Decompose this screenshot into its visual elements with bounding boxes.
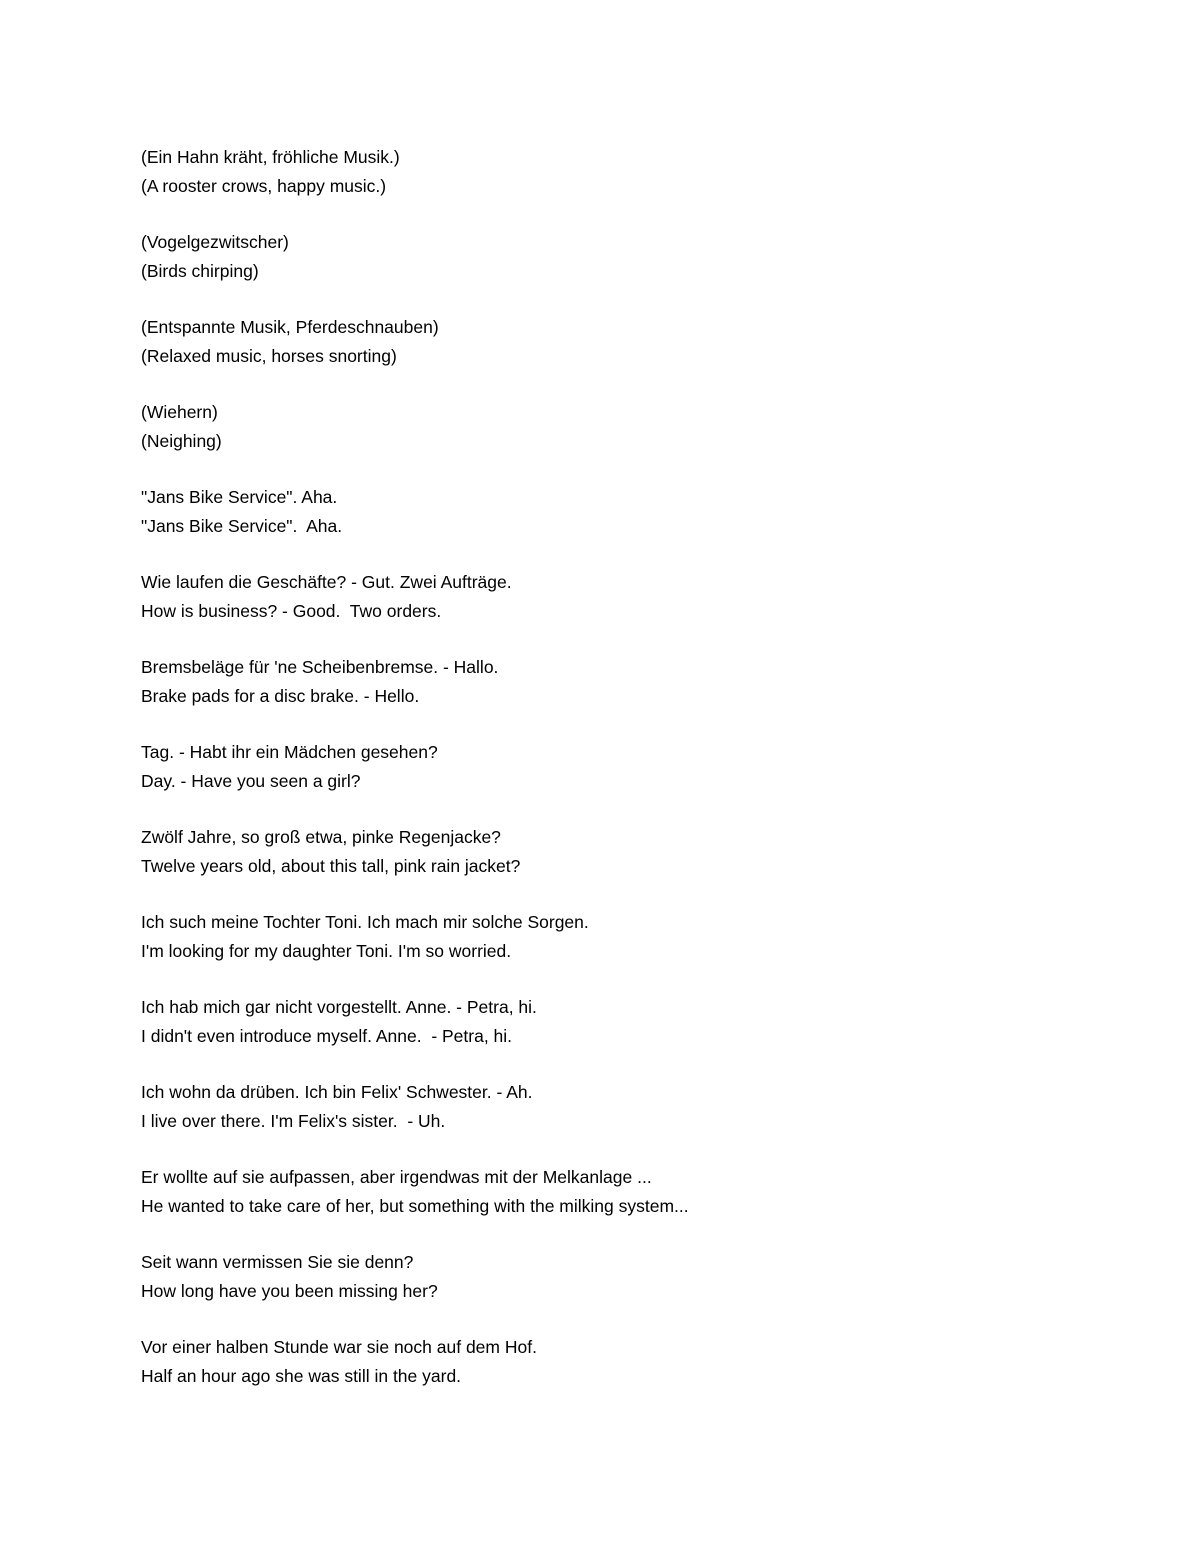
german-line: Wie laufen die Geschäfte? - Gut. Zwei Aufträge. <box>141 572 512 592</box>
german-line: (Vogelgezwitscher) <box>141 232 289 252</box>
english-line: I live over there. I'm Felix's sister. - Uh. <box>141 1110 446 1131</box>
subtitle-pair <box>141 483 1141 540</box>
subtitle-pair <box>141 398 1141 455</box>
german-line: "Jans Bike Service". Aha. <box>141 487 338 507</box>
subtitle-pair <box>141 1163 1141 1220</box>
german-line: Zwölf Jahre, so groß etwa, pinke Regenjacke? <box>141 827 501 847</box>
english-line: Twelve years old, about this tall, pink rain jacket? <box>141 855 521 876</box>
english-line: (A rooster crows, happy music.) <box>141 175 387 196</box>
subtitle-pair <box>141 143 1141 200</box>
subtitle-pair <box>141 993 1141 1050</box>
subtitle-pair <box>141 228 1141 285</box>
subtitle-pair <box>141 738 1141 795</box>
german-line: (Wiehern) <box>141 402 218 422</box>
subtitle-pair <box>141 908 1141 965</box>
german-line: Bremsbeläge für 'ne Scheibenbremse. - Hallo. <box>141 657 499 677</box>
transcript-body <box>141 143 1141 1418</box>
subtitle-pair <box>141 653 1141 710</box>
english-line: Day. - Have you seen a girl? <box>141 770 361 791</box>
german-line: Er wollte auf sie aufpassen, aber irgendwas mit der Melkanlage ... <box>141 1167 652 1187</box>
english-line: How is business? - Good. Two orders. <box>141 600 442 621</box>
english-line: Brake pads for a disc brake. - Hello. <box>141 685 420 706</box>
english-line: Half an hour ago she was still in the yard. <box>141 1365 462 1386</box>
english-line: He wanted to take care of her, but something with the milking system... <box>141 1195 689 1216</box>
subtitle-pair <box>141 1333 1141 1390</box>
english-line: "Jans Bike Service". Aha. <box>141 515 343 536</box>
english-line: (Relaxed music, horses snorting) <box>141 345 397 366</box>
english-line: I'm looking for my daughter Toni. I'm so worried. <box>141 940 512 961</box>
german-line: Ich such meine Tochter Toni. Ich mach mir solche Sorgen. <box>141 912 589 932</box>
subtitle-pair <box>141 1248 1141 1305</box>
subtitle-pair <box>141 1078 1141 1135</box>
subtitle-pair <box>141 568 1141 625</box>
german-line: Ich wohn da drüben. Ich bin Felix' Schwester. - Ah. <box>141 1082 533 1102</box>
subtitle-pair <box>141 823 1141 880</box>
german-line: Ich hab mich gar nicht vorgestellt. Anne. - Petra, hi. <box>141 997 537 1017</box>
english-line: (Birds chirping) <box>141 260 259 281</box>
german-line: Seit wann vermissen Sie sie denn? <box>141 1252 414 1272</box>
german-line: (Ein Hahn kräht, fröhliche Musik.) <box>141 147 400 167</box>
subtitle-pair <box>141 313 1141 370</box>
english-line: (Neighing) <box>141 430 222 451</box>
german-line: Tag. - Habt ihr ein Mädchen gesehen? <box>141 742 438 762</box>
english-line: How long have you been missing her? <box>141 1280 438 1301</box>
german-line: (Entspannte Musik, Pferdeschnauben) <box>141 317 439 337</box>
german-line: Vor einer halben Stunde war sie noch auf dem Hof. <box>141 1337 537 1357</box>
english-line: I didn't even introduce myself. Anne. - Petra, hi. <box>141 1025 513 1046</box>
